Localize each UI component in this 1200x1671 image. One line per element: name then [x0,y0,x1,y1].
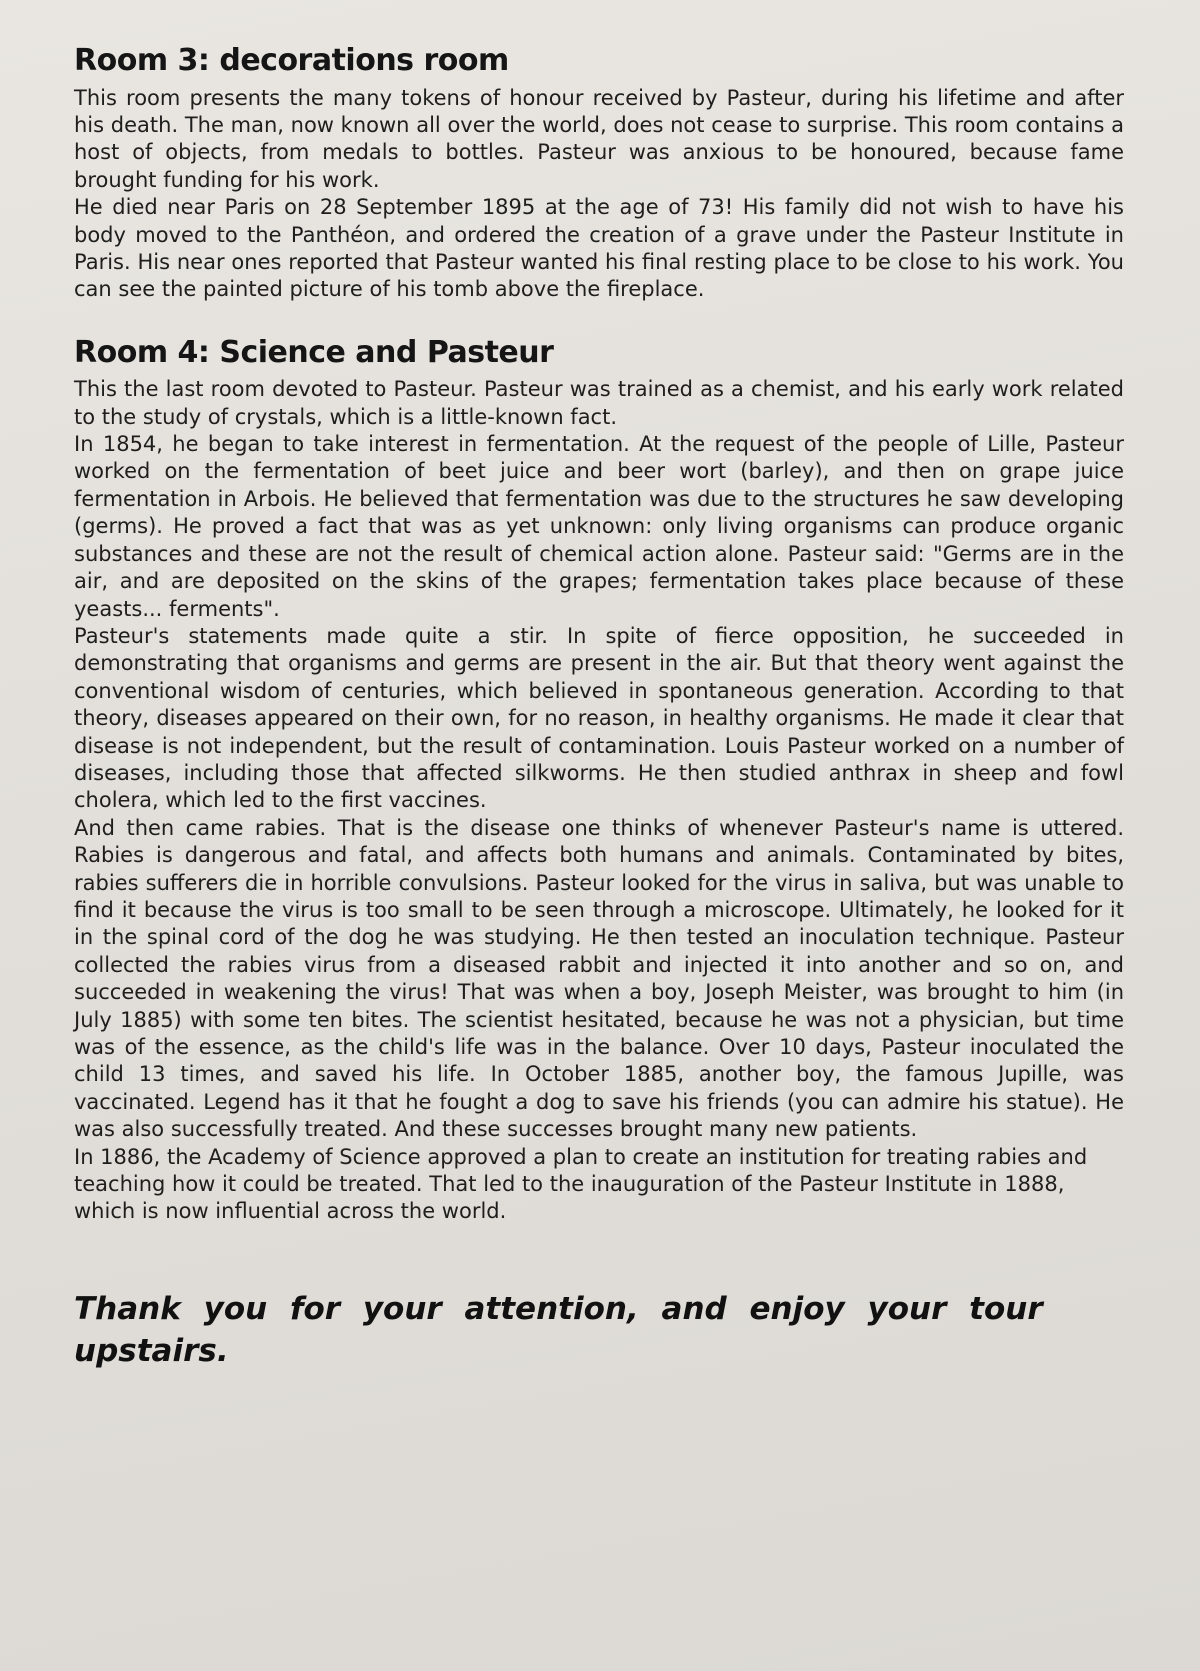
room3-heading: Room 3: decorations room [74,43,509,78]
room4-paragraph-2: In 1854, he began to take interest in fermentation. At the request of the people of Lille, Pasteur worked on the fermentation of beet juice and beer wort (barley), and then on grape juice fermentation in Arbois. He believed that fermentation was due to the structures he saw developing (germs). He proved a fact that was as yet unknown: only living organisms can produce organic substances and these are not the result of chemical action alone. Pasteur said: "Germs are in the air, and are deposited on the skins of the grapes; fermentation takes place because of these yeasts... ferments". [74,432,1124,621]
room4-paragraph-5: In 1886, the Academy of Science approved a plan to create an institution for treating rabies and teaching how it could be treated. That led to the inauguration of the Pasteur Institute in 1888, which is now influential across the world. [74,1144,1088,1224]
room3-paragraph-1: This room presents the many tokens of honour received by Pasteur, during his lifetime and after his death. The man, now known all over the world, does not cease to surprise. This room contains a host of objects, from medals to bottles. Pasteur was anxious to be honoured, because fame brought funding for his work. [74,85,1124,192]
room3-paragraph-2: He died near Paris on 28 September 1895 at the age of 73! His family did not wish to have his body moved to the Panthéon, and ordered the creation of a grave under the Pasteur Institute in Paris. His near ones reported that Pasteur wanted his final resting place to be close to his work. You can see the painted picture of his tomb above the fireplace. [74,195,1124,302]
closing-message: Thank you for your attention, and enjoy your tour upstairs. [74,1290,1043,1369]
room4-paragraph-4: And then came rabies. That is the disease one thinks of whenever Pasteur's name is uttered. Rabies is dangerous and fatal, and affects both humans and animals. Contaminated by bites, rabies sufferers die in horrible convulsions. Pasteur looked for the virus in saliva, but was unable to find it because the virus is too small to be seen through a microscope. Ultimately, he looked for it in the spinal cord of the dog he was studying. He then tested an inoculation technique. Pasteur collected the rabies virus from a diseased rabbit and injected it into another and so on, and succeeded in weakening the virus! That was when a boy, Joseph Meister, was brought to him (in July 1885) with some ten bites. The scientist hesitated, because he was not a physician, but time was of the essence, as the child's life was in the balance. Over 10 days, Pasteur inoculated the child 13 times, and saved his life. In October 1885, another boy, the famous Jupille, was vaccinated. Legend has it that he fought a dog to save his friends (you can admire his statue). He was also successfully treated. And these successes brought many new patients. [74,815,1124,1142]
room4-section [74,336,1124,1226]
room4-paragraph-3: Pasteur's statements made quite a stir. In spite of fierce opposition, he succeeded in demonstrating that organisms and germs are present in the air. But that theory went against the conventional wisdom of centuries, which believed in spontaneous generation. According to that theory, diseases appeared on their own, for no reason, in healthy organisms. He made it clear that disease is not independent, but the result of contamination. Louis Pasteur worked on a number of diseases, including those that affected silkworms. He then studied anthrax in sheep and fowl cholera, which led to the first vaccines. [74,623,1124,813]
room3-section [74,44,1124,304]
document-page [74,44,1124,1372]
room4-paragraph-1: This the last room devoted to Pasteur. Pasteur was trained as a chemist, and his early work related to the study of crystals, which is a little-known fact. [74,377,1124,429]
room4-heading: Room 4: Science and Pasteur [74,334,554,370]
